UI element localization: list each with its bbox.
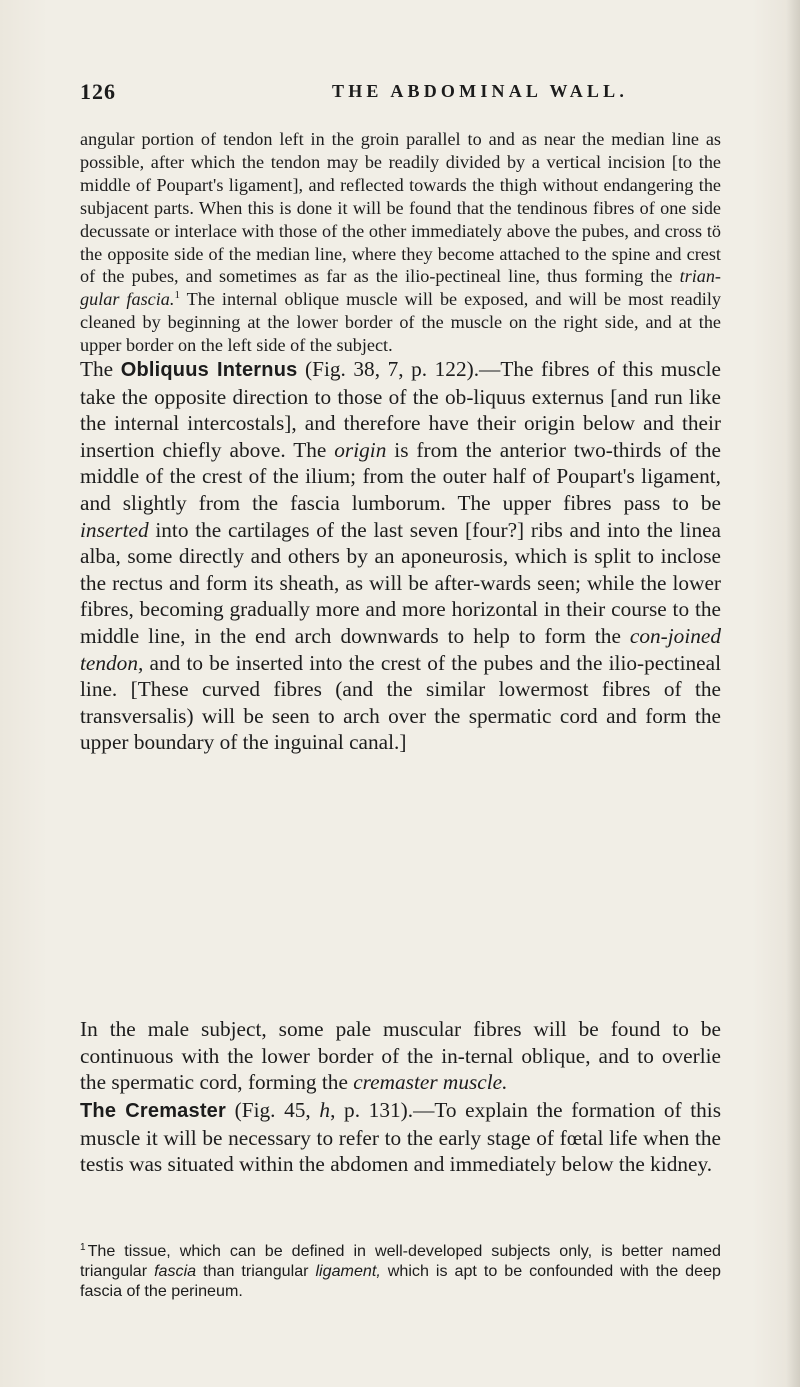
footnote-text-a: The tissue, which can be defined in well-developed subjects only, is better named triangular	[80, 1242, 721, 1280]
paragraph-male-subject	[80, 1016, 721, 1096]
paragraph-obliquus-internus	[80, 356, 721, 756]
footnote	[80, 1238, 721, 1301]
paragraph-2-text-c: into the cartilages of the last seven [four?] ribs and into the linea alba, some directly and others by an aponeurosis, which is split to inclose the rectus and form its sheath, as will be after-wards seen; while the lower fibres, becoming gradually more and more horizontal in their course to the middle line, in the end arch downwards to help to form the	[80, 517, 721, 648]
heading-cremaster: The Cremaster	[80, 1100, 226, 1122]
footnote-text-c: which is apt to be confounded with the deep fascia of the perineum.	[80, 1262, 721, 1300]
running-title: THE ABDOMINAL WALL.	[332, 81, 629, 101]
figure-reference-obliquus: (Fig. 38, 7, p. 122).	[297, 357, 480, 381]
footnote-text-b: than triangular	[196, 1262, 316, 1280]
paragraph-2-text-b: is from the anterior two-thirds of the middle of the crest of the ilium; from the outer half of Poupart's ligament, and slightly from the fascia lumborum. The upper fibres pass to be	[80, 437, 722, 515]
term-conjoined-tendon: con-joined tendon,	[80, 623, 721, 675]
figure-reference-cremaster-b: , p. 131).	[330, 1098, 414, 1122]
term-origin: origin	[334, 437, 387, 462]
term-cremaster-muscle: cremaster muscle.	[353, 1070, 508, 1095]
page-edge-shadow	[786, 0, 800, 1387]
term-inserted: inserted	[80, 517, 149, 542]
figure-reference-letter: h	[319, 1098, 331, 1122]
term-triangular-fascia: trian-gular fascia.	[80, 266, 721, 310]
page-header	[80, 79, 720, 109]
figure-reference-cremaster-a: (Fig. 45,	[226, 1098, 320, 1122]
footnote-term-ligament: ligament,	[315, 1262, 381, 1280]
footnote-term-fascia: fascia	[154, 1262, 197, 1280]
footnote-reference: 1	[174, 289, 180, 302]
paragraph-2-intro: The	[80, 357, 121, 381]
page-number: 126	[80, 79, 116, 104]
paragraph-cremaster	[80, 1097, 721, 1178]
paragraph-1-text-b: The internal oblique muscle will be exposed, and will be most readily cleaned by beginning at the lower border of the muscle on the right side, and at the upper border on the left side of the subject.	[80, 289, 721, 356]
paragraph-1-text-a: angular portion of tendon left in the groin parallel to and as near the median line as possible, after which the tendon may be readily divided by a vertical incision [to the middle of Poupart's ligament], and reflected towards the thigh without endangering the subjacent parts. When this is done it will be found that the tendinous fibres of one side decussate or interlace with those of the other immediately above the pubes, and cross tö the opposite side of the median line, where they become attached to the spine and crest of the pubes, and sometimes as far as the ilio-pectineal line, thus forming the	[80, 129, 721, 287]
paragraph-2-text-d: and to be inserted into the crest of the pubes and the ilio-pectineal line. [These curved fibres (and the similar lowermost fibres of the transversalis) will be seen to arch over the spermatic cord and form the upper boundary of the inguinal canal.]	[80, 650, 721, 755]
paragraph-4-text: —To explain the formation of this muscle it will be necessary to refer to the early stage of fœtal life when the testis was situated within the abdomen and immediately below the kidney.	[80, 1098, 721, 1177]
footnote-mark: 1	[80, 1242, 86, 1253]
paragraph-dissection-text	[80, 128, 721, 357]
paragraph-2-text-a: —The fibres of this muscle take the opposite direction to those of the ob-liquus externus [and run like the internal intercostals], and therefore have their origin below and their insertion chiefly above. The	[80, 357, 722, 462]
paragraph-3-text-a: In the male subject, some pale muscular fibres will be found to be continuous with the lower border of the in-ternal oblique, and to overlie the spermatic cord, forming the	[80, 1017, 721, 1095]
heading-obliquus-internus: Obliquus Internus	[120, 359, 298, 381]
